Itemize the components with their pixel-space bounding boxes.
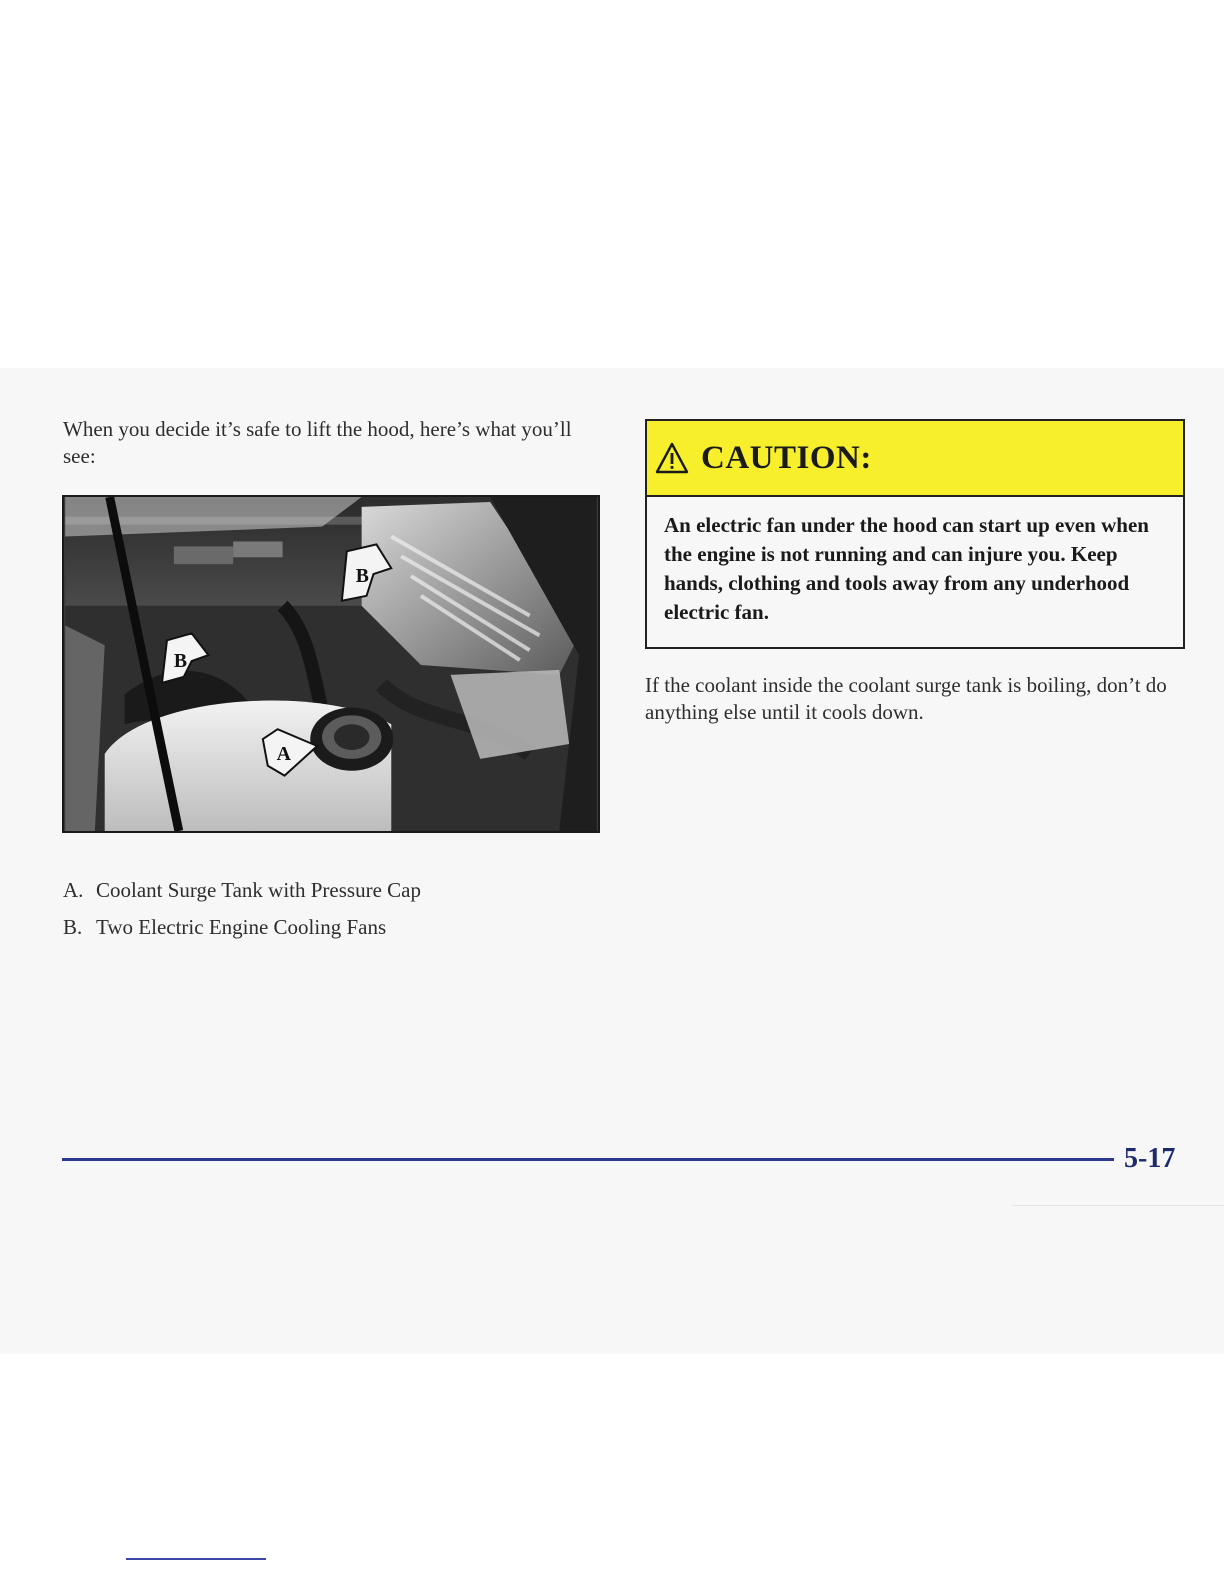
legend-text: Two Electric Engine Cooling Fans — [96, 915, 387, 939]
caution-body: An electric fan under the hood can start up even when the engine is not running and can injure you. Keep hands, clothing and tools away from any underhood electric fan. — [664, 513, 1149, 624]
bottom-link-underline[interactable] — [126, 1558, 266, 1560]
figure-legend — [63, 872, 603, 946]
caution-header — [647, 421, 1183, 497]
engine-photo-illustration — [64, 497, 598, 831]
legend-item-a — [63, 872, 603, 909]
footer-rule — [62, 1158, 1114, 1161]
callout-a-label: A — [276, 742, 291, 765]
caution-box — [645, 419, 1185, 649]
caution-title: CAUTION: — [701, 439, 872, 476]
intro-paragraph: When you decide it’s safe to lift the hood, here’s what you’ll see: — [63, 417, 572, 468]
legend-key: B. — [63, 915, 83, 939]
legend-text: Coolant Surge Tank with Pressure Cap — [96, 878, 421, 902]
legend-item-b — [63, 909, 603, 946]
legend-key: A. — [63, 878, 84, 902]
callout-b-left-label: B — [173, 649, 188, 672]
faint-divider — [1012, 1205, 1224, 1206]
followup-paragraph: If the coolant inside the coolant surge tank is boiling, don’t do anything else until it cools down. — [645, 673, 1167, 724]
callout-b-upper-label: B — [355, 564, 369, 587]
engine-compartment-photo — [62, 495, 600, 833]
warning-triangle-icon — [655, 442, 689, 474]
page-number: 5-17 — [1124, 1143, 1176, 1174]
